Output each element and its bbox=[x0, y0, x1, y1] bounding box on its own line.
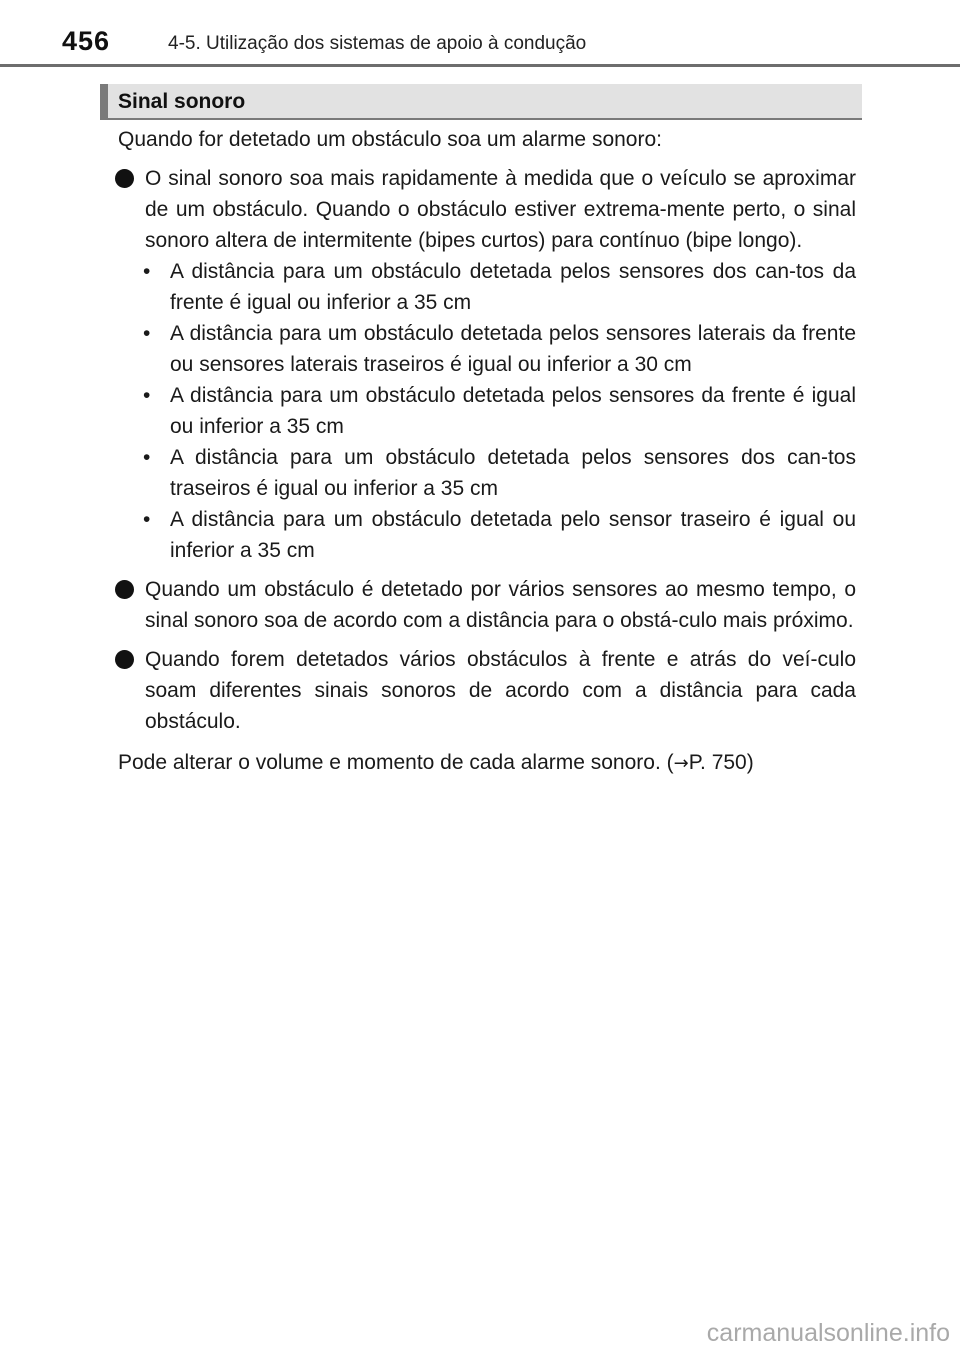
section-bar-accent bbox=[100, 84, 108, 118]
bullet-dot-icon bbox=[115, 580, 134, 599]
sub-item bbox=[118, 256, 856, 318]
bullet-dot-icon bbox=[115, 169, 134, 188]
sub-item-text: A distância para um obstáculo detetada pelos sensores laterais da frente ou sensores laterais traseiros é igual ou inferior a 30 cm bbox=[170, 322, 856, 376]
page-number: 456 bbox=[62, 26, 111, 56]
watermark: carmanualsonline.info bbox=[706, 1319, 950, 1347]
body-content bbox=[118, 124, 856, 779]
sub-item-text: A distância para um obstáculo detetada pelos sensores da frente é igual ou inferior a 35 cm bbox=[170, 384, 856, 438]
intro-paragraph: Quando for detetado um obstáculo soa um alarme sonoro: bbox=[118, 128, 662, 151]
sub-item bbox=[118, 380, 856, 442]
bullet-text: O sinal sonoro soa mais rapidamente à medida que o veículo se aproximar de um obstáculo. Quando o obstáculo estiver extrema-mente perto, o sinal sonoro altera de intermitente (bipes curtos) para contínuo (bipe longo). bbox=[145, 167, 856, 252]
header-rule bbox=[0, 64, 960, 67]
sub-item-text: A distância para um obstáculo detetada pelos sensores dos can-tos da frente é igual ou inferior a 35 cm bbox=[170, 260, 856, 314]
page-reference-link[interactable]: P. 750) bbox=[688, 751, 754, 774]
chapter-title: 4-5. Utilização dos sistemas de apoio à condução bbox=[168, 33, 587, 54]
page-header bbox=[0, 0, 960, 66]
volume-note-text: Pode alterar o volume e momento de cada alarme sonoro. ( bbox=[118, 751, 674, 774]
bullet-dot-icon bbox=[115, 650, 134, 669]
sub-bullet-marker: • bbox=[143, 446, 151, 469]
sub-item-text: A distância para um obstáculo detetada pelo sensor traseiro é igual ou inferior a 35 cm bbox=[170, 508, 856, 562]
arrow-right-icon: → bbox=[673, 753, 689, 774]
sub-bullet-marker: • bbox=[143, 384, 151, 407]
volume-note-paragraph bbox=[118, 747, 856, 779]
sub-bullet-marker: • bbox=[143, 508, 151, 531]
sub-bullet-marker: • bbox=[143, 322, 151, 345]
bullet-item bbox=[118, 574, 856, 636]
sub-item bbox=[118, 504, 856, 566]
section-title: Sinal sonoro bbox=[118, 90, 246, 113]
section-heading-bar bbox=[100, 84, 862, 120]
sub-item bbox=[118, 442, 856, 504]
bullet-item bbox=[118, 163, 856, 256]
sub-item bbox=[118, 318, 856, 380]
sub-item-text: A distância para um obstáculo detetada pelos sensores dos can-tos traseiros é igual ou inferior a 35 cm bbox=[170, 446, 856, 500]
sub-bullet-marker: • bbox=[143, 260, 151, 283]
bullet-item bbox=[118, 644, 856, 737]
bullet-text: Quando um obstáculo é detetado por vários sensores ao mesmo tempo, o sinal sonoro soa de acordo com a distância para o obstá-culo mais próximo. bbox=[145, 578, 856, 632]
bullet-text: Quando forem detetados vários obstáculos à frente e atrás do veí-culo soam diferentes sinais sonoros de acordo com a distância para cada obstáculo. bbox=[145, 648, 856, 733]
